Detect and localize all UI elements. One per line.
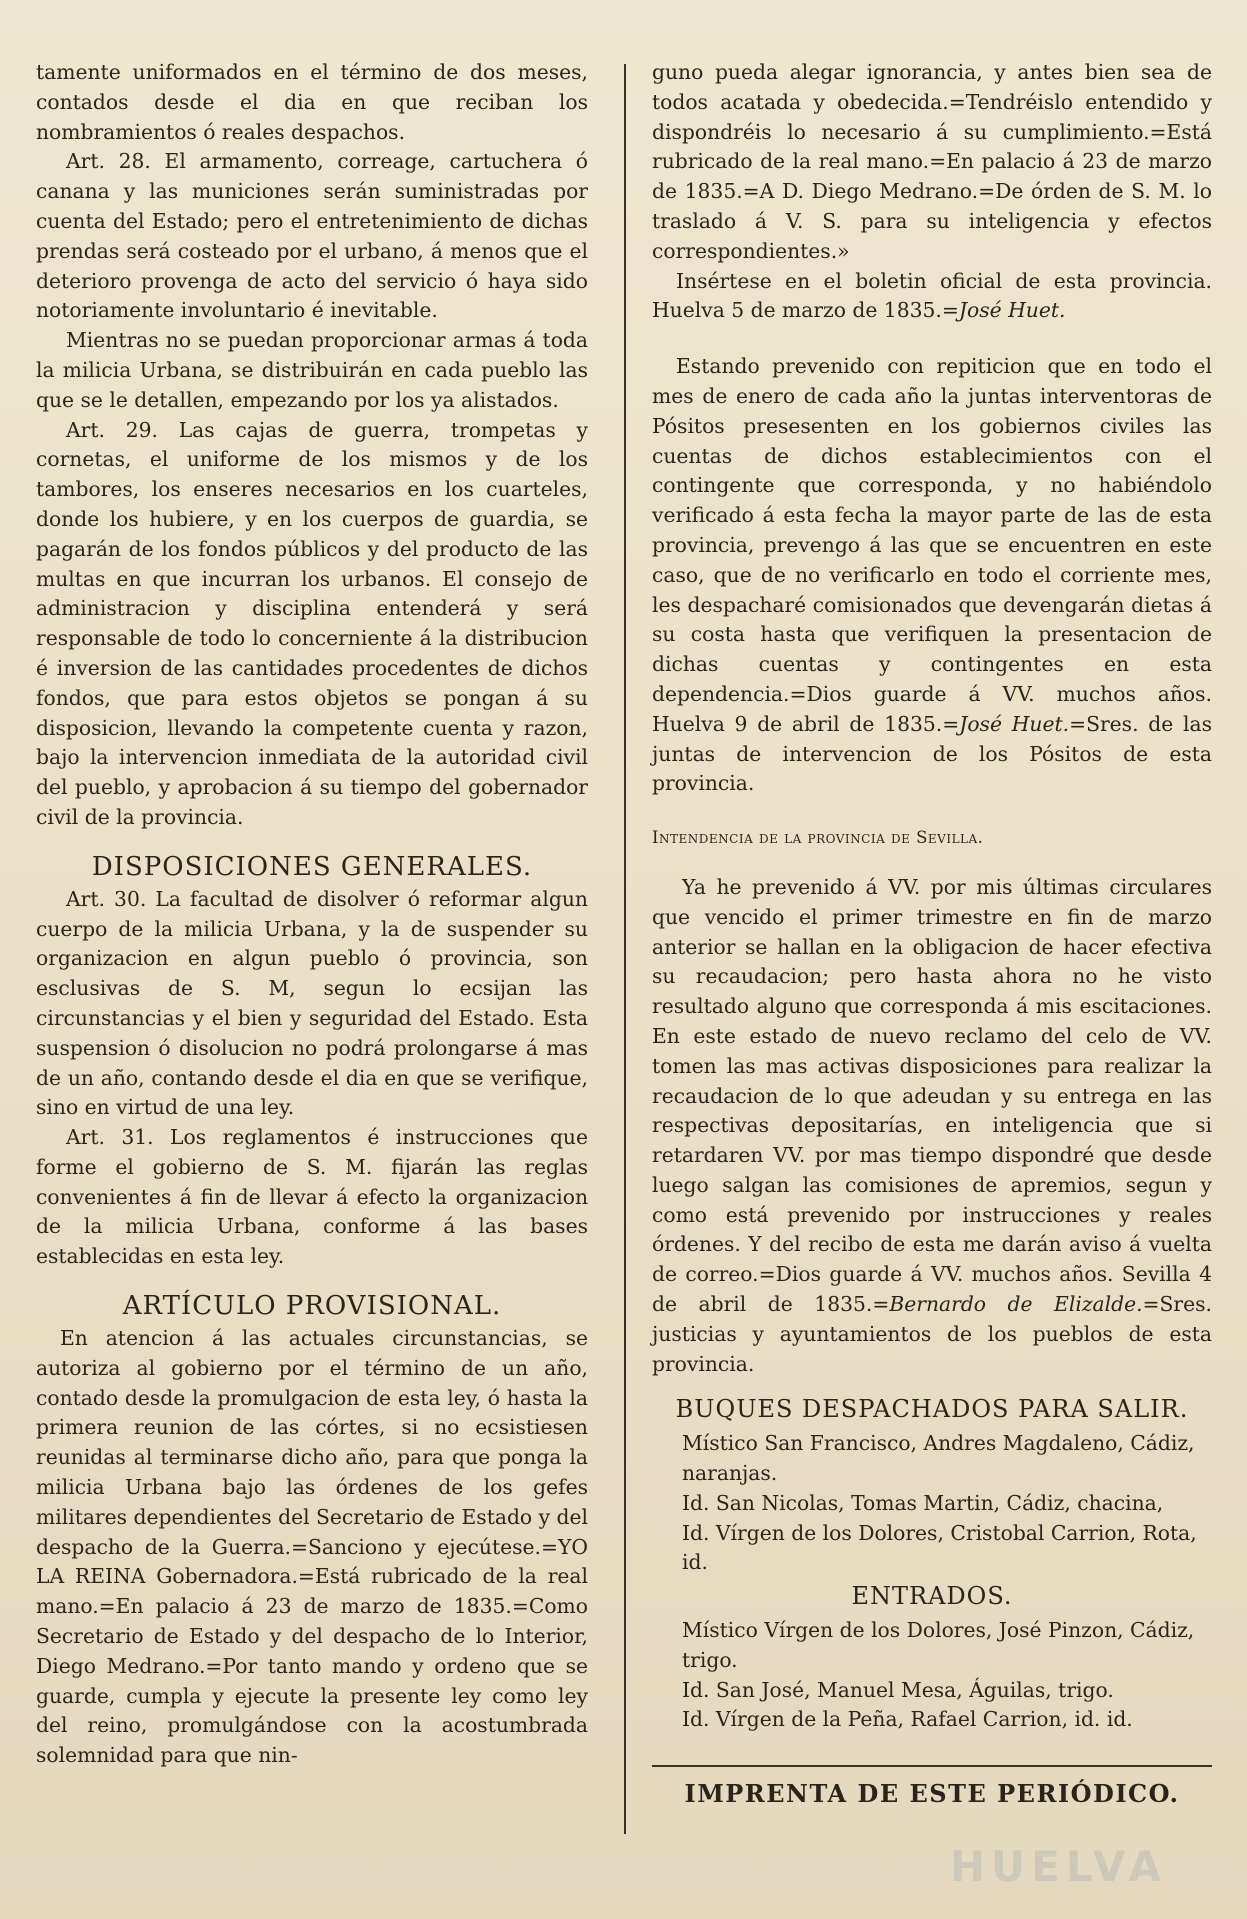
ship-entry: Id. San José, Manuel Mesa, Águilas, trigo. bbox=[682, 1677, 1114, 1702]
positos-addressee: =Sres. de las juntas de intervencion de los Pósitos de esta provincia. bbox=[652, 711, 1212, 796]
paragraph-positos bbox=[652, 352, 1212, 799]
positos-text: Estando prevenido con repiticion que en todo el mes de enero de cada año la juntas interventoras de Pósitos presesenten en los gobiernos civiles las cuentas de dichos establecimientos con el contingente que corresponda, y no habiéndolo verificado á esta fecha la mayor parte de las de esta provincia, prevengo á las que se encuentren en este caso, que de no verificarlo en todo el corriente mes, les despacharé comisionados que devengarán dietas á su costa hasta que verifiquen la presentacion de dichas cuentas y contingentes en esta dependencia.=Dios guarde á VV. muchos años. Huelva 9 de abril de 1835.= bbox=[652, 354, 1212, 736]
paragraph-continuation-right: guno pueda alegar ignorancia, y antes bien sea de todos acatada y obedecida.=Tendréislo entendido y dispondréis lo necesario á su cumplimiento.=Está rubricado de la real mano.=En palacio á 23 de marzo de 1835.=A D. Diego Medrano.=De órden de S. M. lo traslado á V. S. para su inteligencia y efectos correspondientes.» bbox=[652, 60, 1212, 263]
heading-intendencia-sevilla: Intendencia de la provincia de Sevilla. bbox=[652, 828, 984, 848]
paragraph-insertese bbox=[652, 267, 1212, 327]
article-29: Art. 29. Las cajas de guerra, trompetas y cornetas, el uniforme de los mismos y de los tambores, los enseres necesarios en los cuarteles, donde los hubiere, y en los cuerpos de guardia, se pagarán de los fondos públicos y del producto de las multas en que incurran los urbanos. El consejo de administracion y disciplina entenderá y será responsable de todo lo concerniente á la distribucion é inversion de las cantidades procedentes de dichos fondos, que para estos objetos se pongan á su disposicion, llevando la competente cuenta y razon, bajo la intervencion inmediata de la autoridad civil del pueblo, y aprobacion á su tiempo del gobernador civil de la provincia. bbox=[36, 417, 588, 829]
archive-watermark: HUELVA bbox=[949, 1842, 1167, 1891]
article-28: Art. 28. El armamento, correage, cartuchera ó canana y las municiones serán suministradas por cuenta del Estado; pero el entretenimiento de dichas prendas será costeado por el urbano, á menos que el deterioro provenga de acto del servicio ó haya sido notoriamente involuntario é inevitable. bbox=[36, 149, 588, 323]
column-divider bbox=[624, 64, 626, 1834]
paragraph-continuation: tamente uniformados en el término de dos meses, contados desde el dia en que reciban los nombramientos ó reales despachos. bbox=[36, 60, 588, 144]
footer-rule bbox=[652, 1765, 1212, 1767]
ship-entry: Id. Vírgen de la Peña, Rafael Carrion, id. id. bbox=[682, 1707, 1133, 1732]
signature-huet: José Huet. bbox=[958, 298, 1066, 323]
left-column bbox=[36, 58, 588, 1771]
intendencia-addressee: =Sres. justicias y ayuntamientos de los pueblos de esta provincia. bbox=[652, 1292, 1212, 1376]
heading-disposiciones-generales: DISPOSICIONES GENERALES. bbox=[91, 851, 533, 882]
spacer bbox=[652, 326, 1212, 352]
article-31: Art. 31. Los reglamentos é instrucciones que forme el gobierno de S. M. fijarán las reglas convenientes á fin de llevar á efecto la organizacion de la milicia Urbana, conforme á las bases establecidas en esta ley. bbox=[36, 1125, 588, 1269]
paragraph-mientras: Mientras no se puedan proporcionar armas á toda la milicia Urbana, se distribuirán en cada pueblo las que se le detallen, empezando por los ya alistados. bbox=[36, 328, 588, 412]
ship-entry: Místico Vírgen de los Dolores, José Pinzon, Cádiz, trigo. bbox=[682, 1618, 1195, 1672]
signature-huet-2: José Huet. bbox=[959, 711, 1070, 736]
right-column bbox=[652, 58, 1212, 1809]
imprenta-footer: IMPRENTA DE ESTE PERIÓDICO. bbox=[684, 1779, 1180, 1809]
ship-entry: Místico San Francisco, Andres Magdaleno, Cádiz, naranjas. bbox=[682, 1431, 1195, 1486]
signature-elizalde: =Bernardo de Elizalde. bbox=[872, 1292, 1143, 1317]
insertese-text: Insértese en el boletin oficial de esta provincia. Huelva 5 de marzo de 1835.= bbox=[652, 268, 1212, 323]
heading-articulo-provisional: ARTÍCULO PROVISIONAL. bbox=[122, 1291, 502, 1322]
ship-entry: Id. Vírgen de los Dolores, Cristobal Carrion, Rota, id. bbox=[682, 1520, 1197, 1575]
heading-buques-despachados: BUQUES DESPACHADOS PARA SALIR. bbox=[675, 1395, 1189, 1424]
heading-entrados: ENTRADOS. bbox=[851, 1582, 1013, 1611]
paragraph-provisional: En atencion á las actuales circunstancias, se autoriza al gobierno por el término de un año, contado desde la promulgacion de esta ley, ó hasta la primera reunion de las córtes, si no ecsistiesen reunidas al terminarse dicho año, para que ponga la milicia Urbana bajo las órdenes de los gefes militares dependientes del Secretario de Estado y del despacho de la Guerra.=Sanciono y ejecútese.=YO LA REINA Gobernadora.=Está rubricado de la real mano.=En palacio á 23 de marzo de 1835.=Como Secretario de Estado y del despacho de lo Interior, Diego Medrano.=Por tanto mando y ordeno que se guarde, cumpla y ejecute la presente ley como ley del reino, promulgándose con la acostumbrada solemnidad para que nin- bbox=[36, 1326, 588, 1768]
intendencia-text: Ya he prevenido á VV. por mis últimas circulares que vencido el primer trimestre en fin de marzo anterior se hallan en la obligacion de hacer efectiva su recaudacion; pero hasta ahora no he visto resultado alguno que corresponda á mis escitaciones. En este estado de nuevo reclamo del celo de VV. tomen las mas activas disposiciones para realizar la recaudacion de lo que adeudan y su entrega en las respectivas depositarías, en inteligencia que si retardaren VV. por mas tiempo dispondré que desde luego salgan las comisiones de apremios, segun y como está prevenido por instrucciones y reales órdenes. Y del recibo de esta me darán aviso á vuelta de correo.=Dios guarde á VV. muchos años. Sevilla 4 de abril de 1835. bbox=[652, 874, 1212, 1317]
paragraph-intendencia bbox=[652, 873, 1212, 1380]
article-30: Art. 30. La facultad de disolver ó reformar algun cuerpo de la milicia Urbana, y la de suspender su organizacion en algun pueblo ó provincia, son esclusivas de S. M, segun lo ecsijan las circunstancias y el bien y seguridad del Estado. Esta suspension ó disolucion no podrá prolongarse á mas de un año, contando desde el dia en que se verifique, sino en virtud de una ley. bbox=[36, 886, 588, 1120]
ship-entry: Id. San Nicolas, Tomas Martin, Cádiz, chacina, bbox=[682, 1490, 1164, 1515]
